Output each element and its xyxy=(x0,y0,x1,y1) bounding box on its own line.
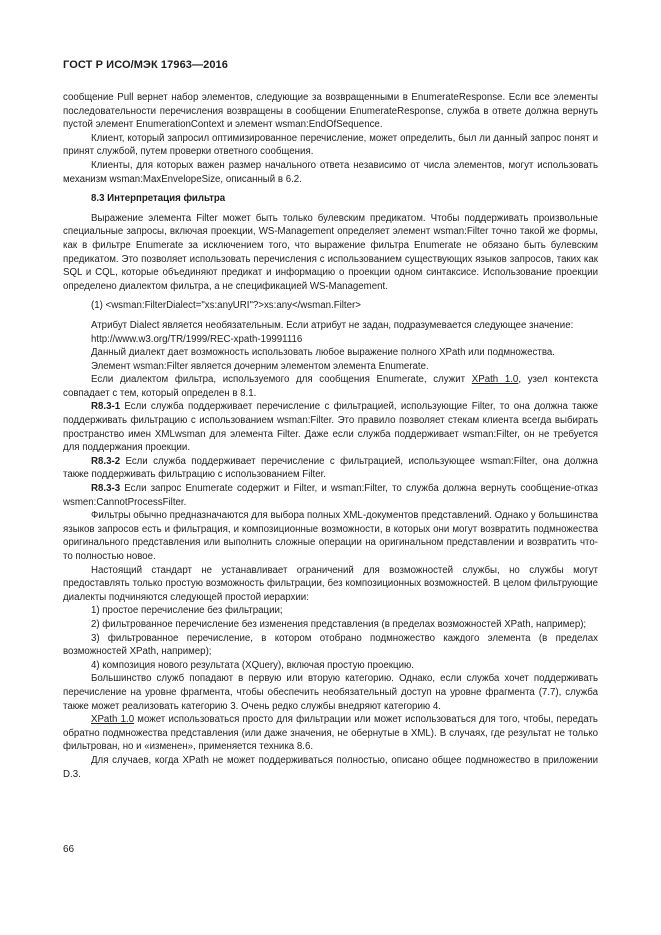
paragraph xyxy=(63,713,598,754)
requirement-text: Если служба поддерживает перечисление с фильтрацией, использующее wsman:Filter, она должна также поддерживать фильтрацию с использованием Filter. xyxy=(63,455,598,481)
requirement-label: R8.3-1 xyxy=(91,401,121,413)
paragraph-text: , узел контекста совпадает с тем, который определен в 8.1. xyxy=(63,374,599,399)
code-example: (1) <wsman:FilterDialect="xs:anyURI"?>xs:any</wsman.Filter> xyxy=(91,300,361,312)
requirement-label: R8.3-3 xyxy=(91,483,121,495)
standard-header: ГОСТ Р ИСО/МЭК 17963—2016 xyxy=(63,59,228,71)
requirement-label: R8.3-2 xyxy=(91,455,121,467)
paragraph: Настоящий стандарт не устанавливает ограничений для возможностей службы, но службы могут предоставлять только простую возможность фильтрации, без композиционных возможностей. В целом фильтрующие диалекты подчиняются следующей простой иерархии: xyxy=(63,564,598,603)
paragraph: Данный диалект дает возможность использовать любое выражение полного XPath или подмножества. xyxy=(91,347,555,359)
paragraph: Элемент wsman:Filter является дочерним элементом элемента Enumerate. xyxy=(91,360,429,372)
paragraph: Атрибут Dialect является необязательным. Если атрибут не задан, подразумевается следующее значение: xyxy=(91,319,574,331)
list-item: 2) фильтрованное перечисление без изменения представления (в пределах возможностей XPath, например); xyxy=(91,618,587,630)
requirement-text: Если служба поддерживает перечисление с фильтрацией, использующие Filter, то она должна также поддерживать фильтрацию с использованием wsman:Filter. Это правило позволяет стекам клиента всегда выбирать пространство имен XMLwsman для элемента Filter. Даже если служба поддерживает wsman:Filter, он не требуется для поддержания проекции. xyxy=(63,401,598,454)
requirement xyxy=(63,482,598,509)
paragraph-text: может использоваться просто для фильтрации или может использоваться для того, чтобы, передать обратно подмножества представления (или даже значения, не обернутые в XML). В случаях, где результат не только фильтрован, но и «изменен», применяется техника 8.6. xyxy=(63,714,598,753)
requirement-text: Если запрос Enumerate содержит и Filter, и wsman:Filter, то служба должна вернуть сообщение-отказ wsmen:CannotProcessFilter. xyxy=(63,483,598,508)
xpath-reference-link[interactable]: XPath 1.0 xyxy=(91,714,135,726)
paragraph: Фильтры обычно предназначаются для выбора полных XML-документов представлений. Однако у большинства языков запросов есть и фильтрация, и композиционные возможности, в которых они могут возвратить подмножества оригинального представления или выполнить сложные операции на оригинальном представлении и возвратить что-то полностью новое. xyxy=(63,510,598,562)
list-item: 4) композиция нового результата (XQuery), включая простую проекцию. xyxy=(91,659,414,671)
xpath-reference-link[interactable]: XPath 1.0 xyxy=(471,374,519,386)
page-number: 66 xyxy=(63,844,75,855)
requirement xyxy=(63,455,598,482)
paragraph: Выражение элемента Filter может быть только булевским предикатом. Чтобы поддерживать произвольные специальные запросы, включая проекции, WS-Management определяет элемент wsman:Filter точно такой же формы, как в фильтре Enumerate за исключением того, что выражение фильтра Enumerate не обязано быть булевским предикатом. Это позволяет использовать перечисления с использованием существующих языков запросов, таких как SQL и CQL, которые объединяют предикат и информацию о проекции одном синтаксисе. Использование проекции определено диалектом фильтра, а не спецификацией WS-Management. xyxy=(63,212,598,292)
paragraph: сообщение Pull вернет набор элементов, следующие за возвращенными в EnumerateResponse. Если все элементы последовательности перечисления возвращены в сообщении EnumerateResponse, служба в ответе должна вернуть пустой элемент EnumerationContext и элемент wsman:EndOfSequence. xyxy=(63,92,598,131)
section-heading: 8.3 Интерпретация фильтра xyxy=(91,193,226,205)
body-text xyxy=(63,91,598,781)
list-item: 1) простое перечисление без фильтрации; xyxy=(91,605,283,617)
paragraph-text: Если диалектом фильтра, используемого для сообщения Enumerate, служит xyxy=(91,374,472,386)
requirement xyxy=(63,400,598,454)
paragraph xyxy=(63,373,598,400)
paragraph: Клиенты, для которых важен размер начального ответа независимо от числа элементов, могут использовать механизм wsman:MaxEnvelopeSize, описанный в 6.2. xyxy=(63,159,598,185)
paragraph: Большинство служб попадают в первую или вторую категорию. Однако, если служба хочет поддерживать перечисление на уровне фрагмента, чтобы обеспечить необязательный доступ на уровне фрагмента (7.7), служба также может реализовать категорию 3. Очень редко службы внедряют категорию 4. xyxy=(63,673,598,712)
url-text: http://www.w3.org/TR/1999/REC-xpath-19991116 xyxy=(91,333,303,345)
paragraph: Для случаев, когда XPath не может поддерживаться полностью, описано общее подмножество в приложении D.3. xyxy=(63,754,598,780)
list-item: 3) фильтрованное перечисление, в котором отобрано подмножество каждого элемента (в пределах возможностей XPath, например); xyxy=(63,632,598,658)
paragraph: Клиент, который запросил оптимизированное перечисление, может определить, был ли данный запрос понят и принят службой, путем проверки ответного сообщения. xyxy=(63,132,598,158)
